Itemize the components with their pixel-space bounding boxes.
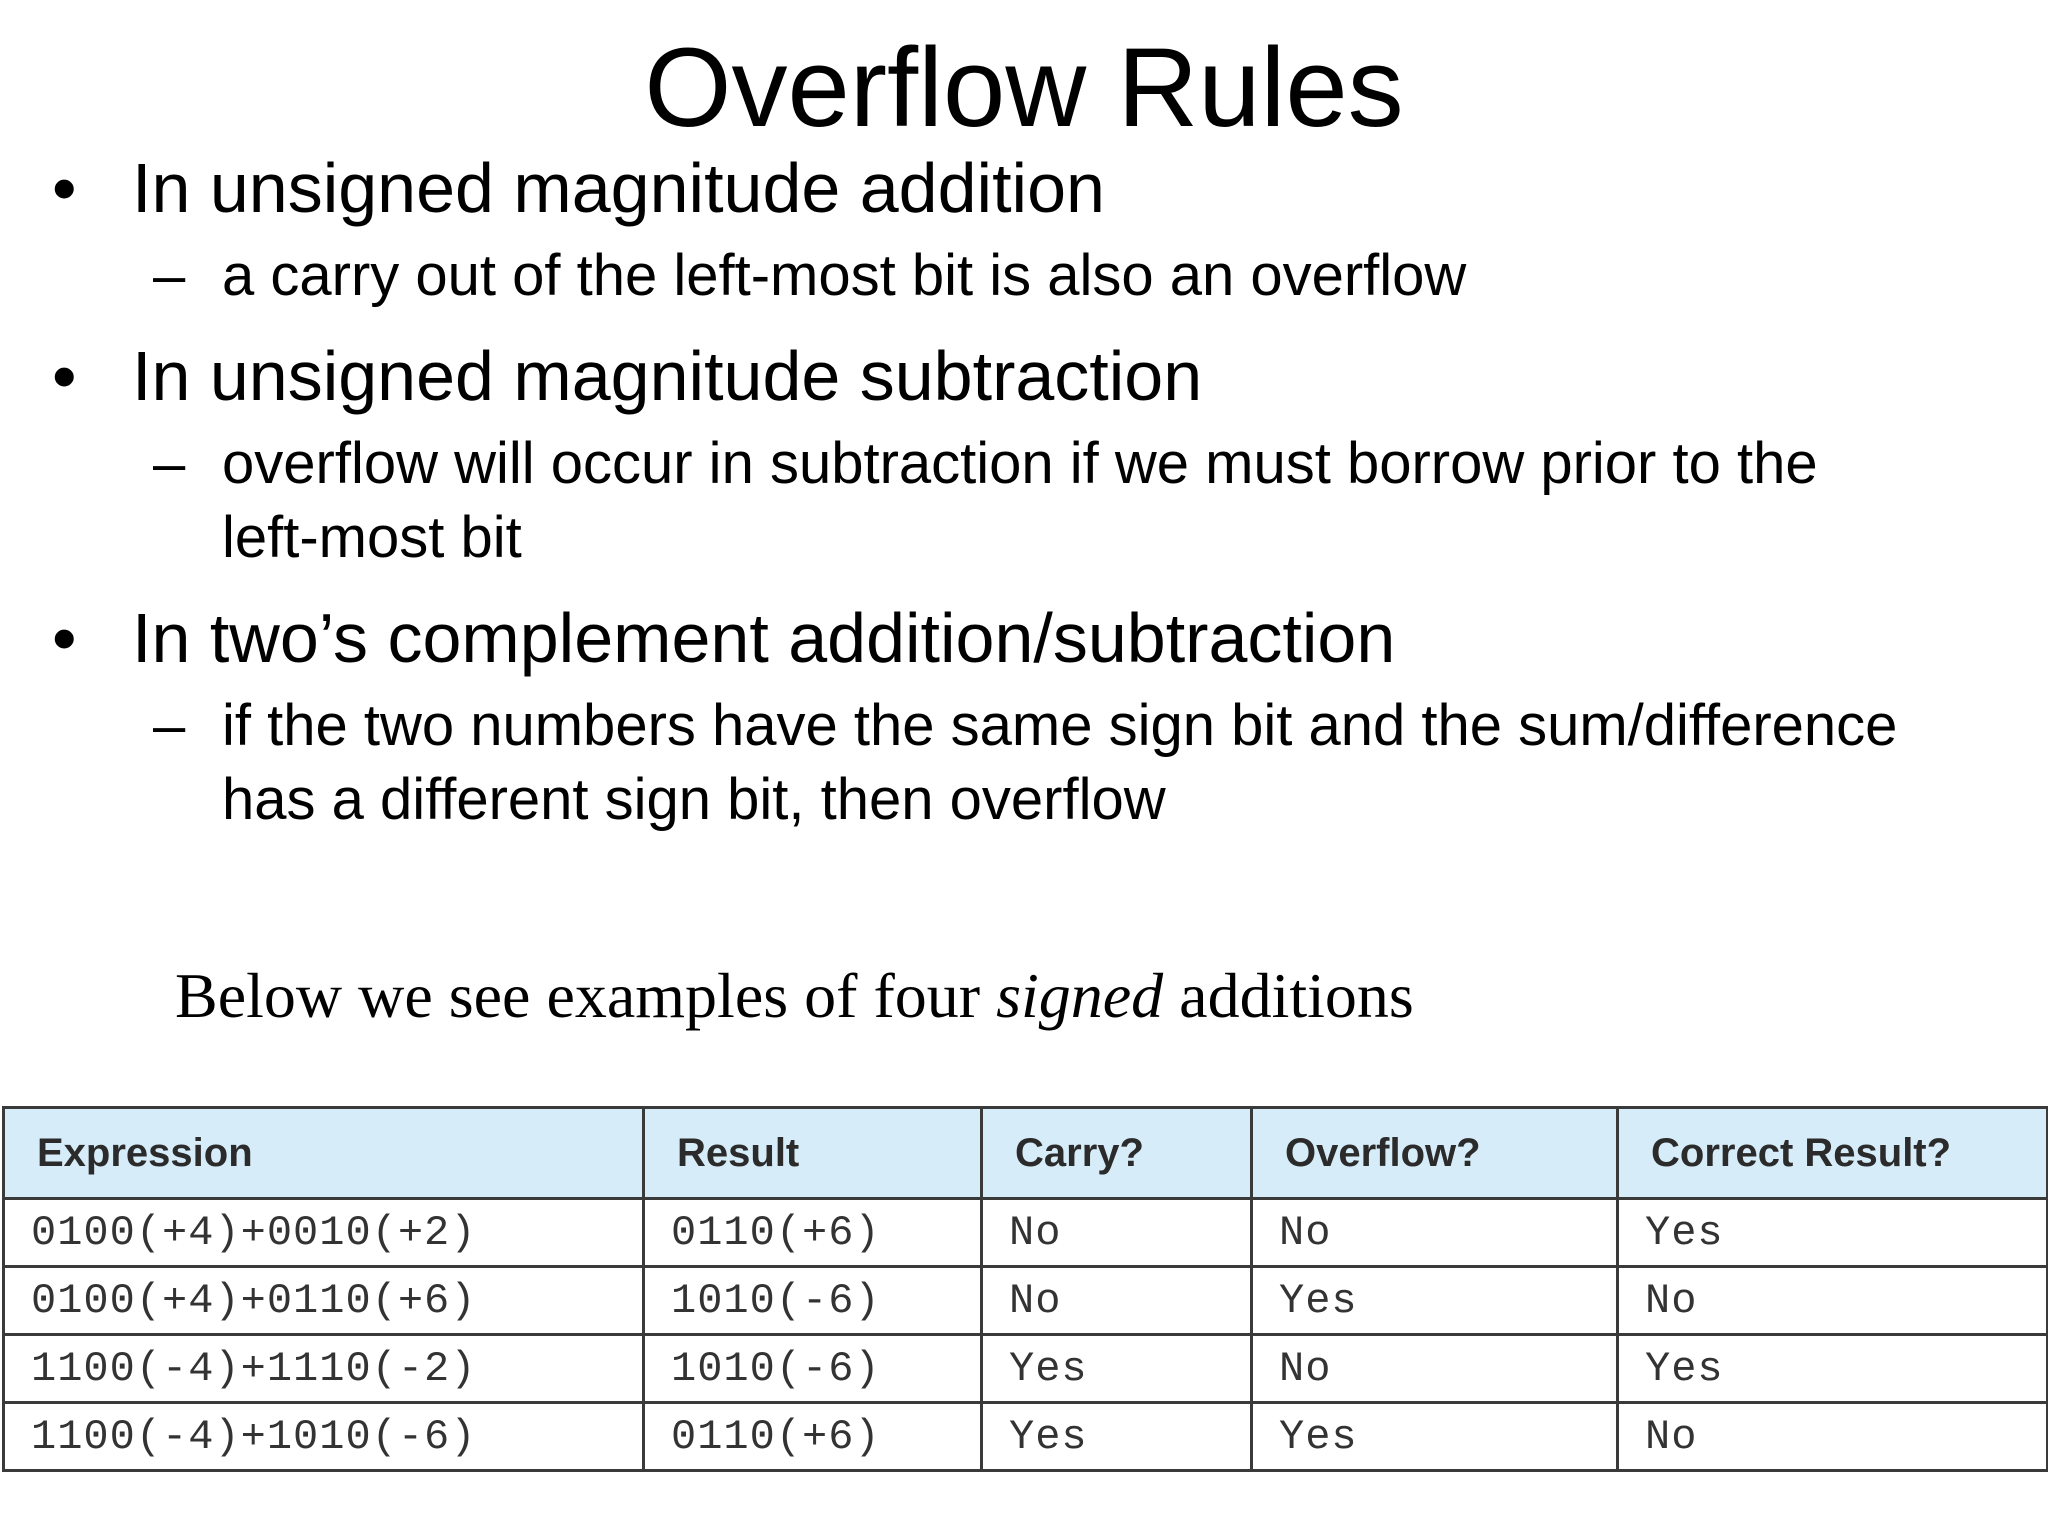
cell-result: 1010(-6) — [644, 1335, 982, 1403]
bullet-text: In unsigned magnitude addition — [132, 149, 1105, 227]
sub-bullet-item — [0, 689, 2048, 837]
sub-bullet-item — [0, 239, 2048, 313]
cell-expression: 0100(+4)+0010(+2) — [4, 1199, 644, 1267]
sub-bullet-marker: – — [153, 431, 186, 496]
table-row — [4, 1199, 2048, 1267]
table-caption — [175, 956, 1414, 1036]
cell-result: 0110(+6) — [644, 1199, 982, 1267]
column-header-expression: Expression — [4, 1108, 644, 1199]
cell-carry: Yes — [982, 1335, 1252, 1403]
bullet-marker: • — [52, 337, 77, 415]
caption-text-before: Below we see examples of four — [175, 960, 997, 1031]
overflow-examples-table — [2, 1106, 2046, 1472]
sub-bullet-item — [0, 427, 2048, 575]
cell-result: 1010(-6) — [644, 1267, 982, 1335]
column-header-carry: Carry? — [982, 1108, 1252, 1199]
sub-bullet-text: if the two numbers have the same sign bit and the sum/difference has a different sign bit, then overflow — [222, 693, 1898, 832]
caption-emphasis: signed — [996, 960, 1164, 1031]
table-row — [4, 1403, 2048, 1471]
cell-carry: No — [982, 1267, 1252, 1335]
column-header-result: Result — [644, 1108, 982, 1199]
cell-overflow: Yes — [1252, 1403, 1618, 1471]
cell-carry: No — [982, 1199, 1252, 1267]
sub-bullet-text: a carry out of the left-most bit is also an overflow — [222, 243, 1467, 308]
slide-title: Overflow Rules — [644, 25, 1404, 150]
cell-expression: 1100(-4)+1010(-6) — [4, 1403, 644, 1471]
bullet-text: In unsigned magnitude subtraction — [132, 337, 1203, 415]
bullet-marker: • — [52, 599, 77, 677]
column-header-correct-result: Correct Result? — [1618, 1108, 2048, 1199]
cell-expression: 0100(+4)+0110(+6) — [4, 1267, 644, 1335]
cell-carry: Yes — [982, 1403, 1252, 1471]
cell-correct-result: No — [1618, 1267, 2048, 1335]
cell-overflow: No — [1252, 1199, 1618, 1267]
table-header-row — [4, 1108, 2048, 1199]
column-header-overflow: Overflow? — [1252, 1108, 1618, 1199]
sub-bullet-text: overflow will occur in subtraction if we must borrow prior to the left-most bit — [222, 431, 1818, 570]
cell-expression: 1100(-4)+1110(-2) — [4, 1335, 644, 1403]
cell-correct-result: Yes — [1618, 1199, 2048, 1267]
cell-correct-result: Yes — [1618, 1335, 2048, 1403]
bullet-item — [0, 333, 2048, 419]
bullet-item — [0, 595, 2048, 681]
table-row — [4, 1335, 2048, 1403]
caption-text-after: additions — [1163, 960, 1414, 1031]
bullet-item — [0, 145, 2048, 231]
table-row — [4, 1267, 2048, 1335]
cell-overflow: No — [1252, 1335, 1618, 1403]
sub-bullet-marker: – — [153, 693, 186, 758]
cell-correct-result: No — [1618, 1403, 2048, 1471]
bullet-list — [0, 145, 2048, 837]
bullet-text: In two’s complement addition/subtraction — [132, 599, 1396, 677]
bullet-marker: • — [52, 149, 77, 227]
sub-bullet-marker: – — [153, 243, 186, 308]
cell-result: 0110(+6) — [644, 1403, 982, 1471]
cell-overflow: Yes — [1252, 1267, 1618, 1335]
